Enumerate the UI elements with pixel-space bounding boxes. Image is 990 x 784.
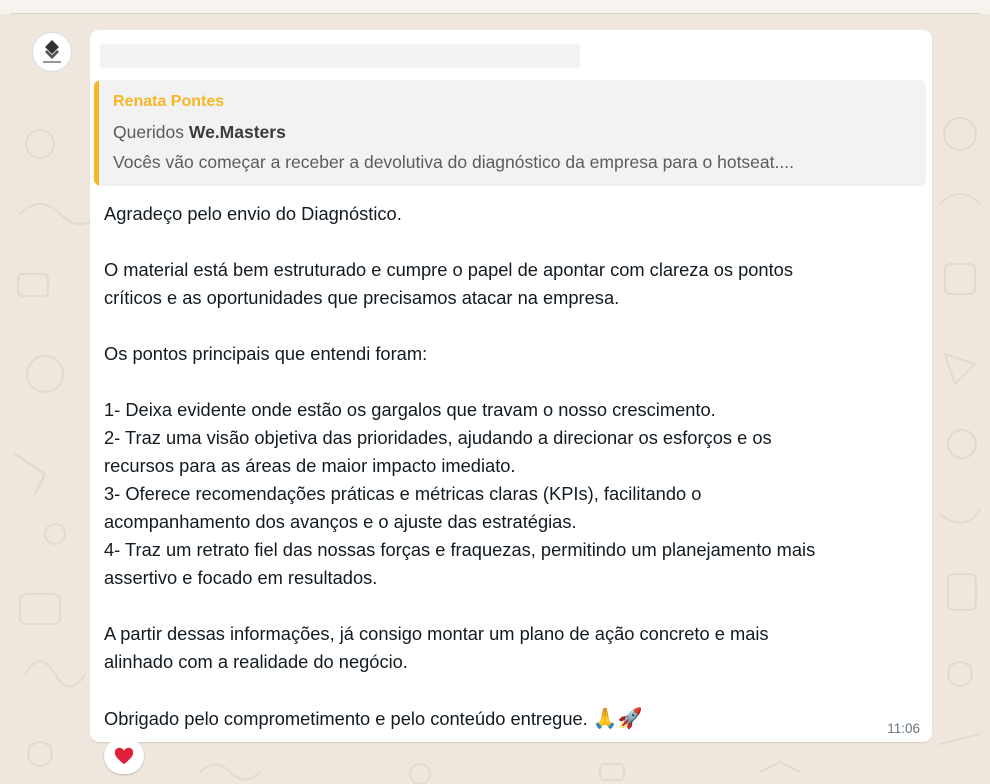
quoted-line-1-bold: We.Masters bbox=[188, 122, 286, 142]
message-line: críticos e as oportunidades que precisamos atacar na empresa. bbox=[104, 287, 620, 308]
message-line: 1- Deixa evidente onde estão os gargalos que travam o nosso crescimento. bbox=[104, 399, 716, 420]
paragraph-gap bbox=[104, 592, 924, 620]
message-last-line bbox=[104, 704, 924, 733]
paragraph-gap bbox=[104, 228, 924, 256]
message-timestamp: 11:06 bbox=[887, 721, 920, 736]
message-body bbox=[104, 200, 924, 733]
quoted-line-2: Vocês vão começar a receber a devolutiva do diagnóstico da empresa para o hotseat.... bbox=[113, 152, 794, 172]
message-line: 4- Traz um retrato fiel das nossas forças e fraquezas, permitindo um planejamento mais bbox=[104, 539, 816, 560]
message-line: 2- Traz uma visão objetiva das prioridades, ajudando a direcionar os esforços e os bbox=[104, 427, 772, 448]
message-line: 3- Oferece recomendações práticas e métricas claras (KPIs), facilitando o bbox=[104, 483, 702, 504]
paragraph-gap bbox=[104, 368, 924, 396]
quoted-message[interactable] bbox=[94, 80, 926, 186]
paragraph-gap bbox=[104, 676, 924, 704]
message-last-line-text: Obrigado pelo comprometimento e pelo conteúdo entregue. bbox=[104, 708, 593, 729]
reaction-badge[interactable] bbox=[104, 738, 144, 774]
sender-avatar[interactable] bbox=[33, 33, 71, 71]
paragraph-gap bbox=[104, 312, 924, 340]
quoted-line-1 bbox=[113, 122, 286, 143]
message-line: assertivo e focado em resultados. bbox=[104, 567, 378, 588]
quote-accent-bar bbox=[94, 80, 99, 186]
message-line: O material está bem estruturado e cumpre o papel de apontar com clareza os pontos bbox=[104, 259, 793, 280]
message-line: acompanhamento dos avanços e o ajuste das estratégias. bbox=[104, 511, 577, 532]
message-bubble[interactable] bbox=[90, 30, 932, 742]
message-line: A partir dessas informações, já consigo montar um plano de ação concreto e mais bbox=[104, 623, 769, 644]
quoted-author: Renata Pontes bbox=[113, 93, 225, 110]
message-line: Agradeço pelo envio do Diagnóstico. bbox=[104, 203, 402, 224]
quoted-line-1-text: Queridos bbox=[113, 122, 189, 142]
window-top-edge bbox=[0, 0, 990, 14]
message-line: alinhado com a realidade do negócio. bbox=[104, 651, 408, 672]
pray-rocket-emoji-icon: 🙏🚀 bbox=[592, 706, 643, 730]
message-line: recursos para as áreas de maior impacto imediato. bbox=[104, 455, 516, 476]
red-heart-icon bbox=[113, 745, 135, 767]
company-logo-icon bbox=[33, 33, 71, 71]
redacted-sender-name bbox=[100, 44, 580, 68]
message-line: Os pontos principais que entendi foram: bbox=[104, 343, 428, 364]
